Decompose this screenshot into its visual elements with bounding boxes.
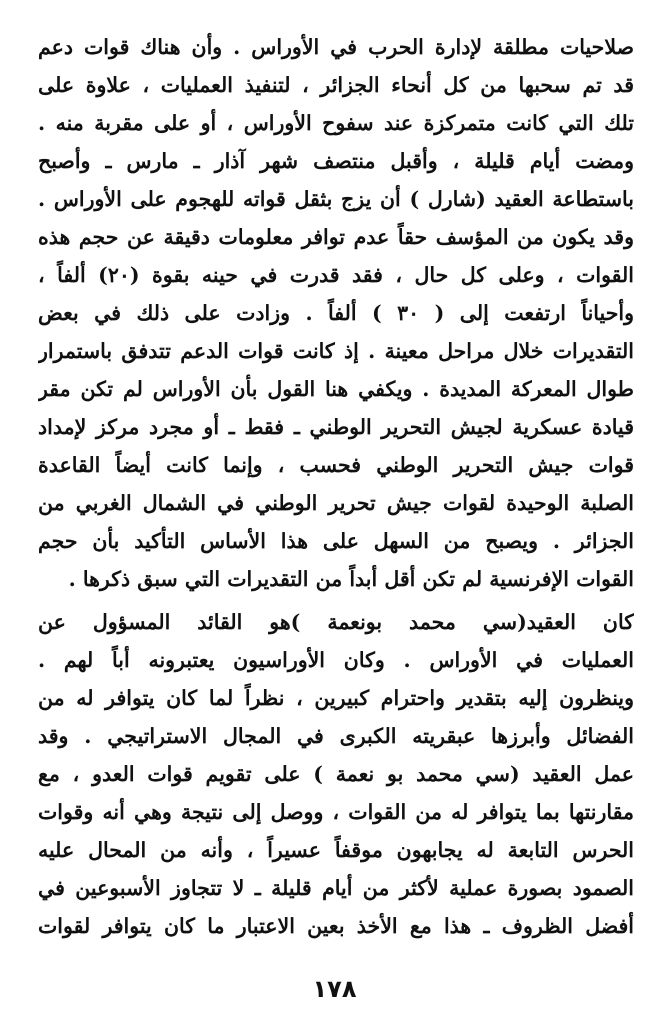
text-line: قد تم سحبها من كل أنحاء الجزائر ، لتنفيذ العمليات ، علاوة على <box>38 73 634 97</box>
text-line: قوات جيش التحرير الوطني فحسب ، وإنما كانت أيضاً القاعدة <box>38 453 634 477</box>
text-line: الصمود بصورة عملية لأكثر من أيام قليلة ـ لا تتجاوز الأسبوعين في <box>38 876 634 900</box>
text-line: وأحياناً ارتفعت إلى ( ٣٠ ) ألفاً . وزادت على ذلك في بعض <box>38 301 634 325</box>
page-number: ١٧٨ <box>312 975 357 1003</box>
text-line: تلك التي كانت متمركزة عند سفوح الأوراس ، أو على مقربة منه . <box>38 111 634 135</box>
text-line: الصلبة الوحيدة لقوات جيش تحرير الوطني في الشمال الغربي من <box>38 491 634 515</box>
text-line: أفضل الظروف ـ هذا مع الأخذ بعين الاعتبار ما كان يتوافر لقوات <box>38 914 634 938</box>
text-line: وينظرون إليه بتقدير واحترام كبيرين ، نظراً لما كان يتوافر له من <box>38 686 634 710</box>
text-line: مقارنتها بما يتوافر له من القوات ، ووصل إلى نتيجة وهي أنه وقوات <box>38 800 634 824</box>
text-line: طوال المعركة المديدة . ويكفي هنا القول بأن الأوراس لم تكن مقر <box>38 377 634 401</box>
text-line: وقد يكون من المؤسف حقاً عدم توافر معلومات دقيقة عن حجم هذه <box>38 225 634 249</box>
text-line: الحرس التابعة له يجابهون موقفاً عسيراً ، وأنه من المحال عليه <box>38 838 634 862</box>
paragraph-1 <box>38 28 634 598</box>
text-line: العمليات في الأوراس . وكان الأوراسيون يعتبرونه أباً لهم . <box>38 648 634 672</box>
text-line: التقديرات خلال مراحل معينة . إذ كانت قوات الدعم تتدفق باستمرار <box>38 339 634 363</box>
text-line: صلاحيات مطلقة لإدارة الحرب في الأوراس . وأن هناك قوات دعم <box>38 35 634 59</box>
paragraph-2 <box>38 603 634 945</box>
text-line: القوات الإفرنسية لم تكن أقل أبداً من التقديرات التي سبق ذكرها . <box>68 567 634 591</box>
text-line: الجزائر . ويصبح من السهل على هذا الأساس التأكيد بأن حجم <box>38 529 634 553</box>
text-line: قيادة عسكرية لجيش التحرير الوطني ـ فقط ـ أو مجرد مركز لإمداد <box>38 415 634 439</box>
text-line: عمل العقيد (سي محمد بو نعمة ) على تقويم قوات العدو ، مع <box>38 762 634 786</box>
text-line: القوات ، وعلى كل حال ، فقد قدرت في حينه بقوة (٢٠) ألفاً ، <box>38 263 634 287</box>
text-line: الفضائل وأبرزها عبقريته الكبرى في المجال الاستراتيجي . وقد <box>38 724 634 748</box>
text-line: باستطاعة العقيد (شارل ) أن يزج بثقل قواته للهجوم على الأوراس . <box>38 187 634 211</box>
text-line: ومضت أيام قليلة ، وأقبل منتصف شهر آذار ـ مارس ـ وأصبح <box>38 149 634 173</box>
text-line: كان العقيد(سي محمد بونعمة )هو القائد المسؤول عن <box>38 610 634 634</box>
